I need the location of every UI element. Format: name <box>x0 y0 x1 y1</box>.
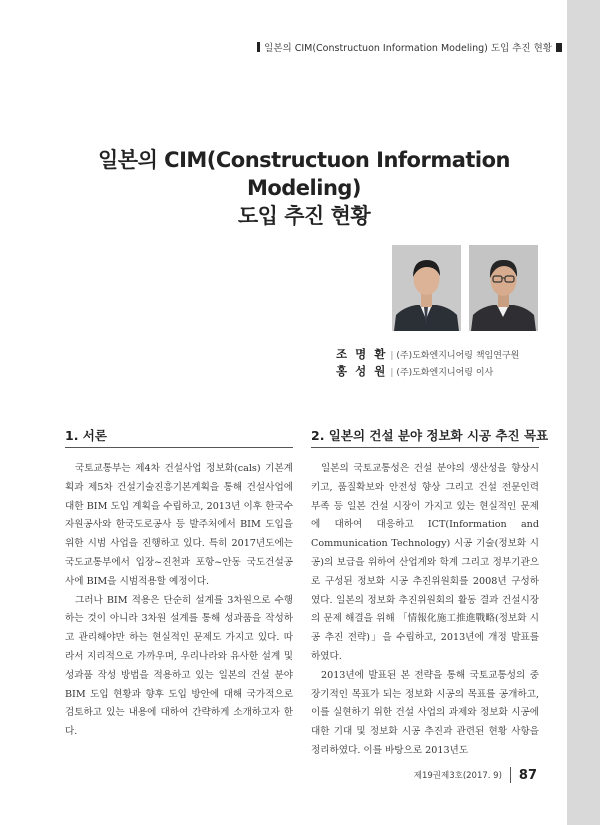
author-2-separator: | <box>390 368 394 378</box>
running-header-mark <box>257 42 260 52</box>
author-2-name: 홍 성 원 <box>336 364 388 378</box>
footer-issue: 제19권제3호(2017. 9) <box>413 771 502 781</box>
section-2-body <box>311 460 539 761</box>
page-number: 87 <box>518 767 537 783</box>
author-1-affiliation: (주)도화엔지니어링 책임연구원 <box>396 351 520 361</box>
section-1-paragraph-1: 국토교통부는 제4차 건설사업 정보화(cals) 기본계획과 제5차 건설기술진흥기본계획을 통해 건설사업에 대한 BIM 도입 계획을 수립하고, 2013년 이후 한국수자원공사와 한국도로공사 등 발주처에서 BIM 도입을 위한 시범 사업을 진행하고 있다. 특히 2017년도에는 국도교통부에서 입장~진천과 포항~안동 국도건설공사에 BIM을 시범적용할 예정이다. <box>65 463 293 587</box>
section-1-heading: 1. 서론 <box>65 428 107 443</box>
running-header-square <box>556 43 562 52</box>
section-1-rule <box>65 447 293 448</box>
running-header <box>257 40 562 54</box>
section-2-heading: 2. 일본의 건설 분야 정보화 시공 추진 목표 <box>311 428 549 443</box>
running-header-text: 일본의 CIM(Constructuon Information Modeling) 도입 추진 현황 <box>264 43 552 54</box>
footer-divider <box>510 767 511 783</box>
author-1-name: 조 명 환 <box>336 347 388 361</box>
author-1 <box>336 346 546 362</box>
author-2 <box>336 363 546 379</box>
author-2-affiliation: (주)도화엔지니어링 이사 <box>396 368 494 378</box>
section-1-body <box>65 460 293 742</box>
footer <box>414 767 537 783</box>
section-2-rule <box>311 447 539 448</box>
section-2-paragraph-1: 일본의 국토교통성은 건설 분야의 생산성을 향상시키고, 품질확보와 안전성 향상 그리고 건설 전문인력 부족 등 일본 건설 시장이 가지고 있는 현실적인 문제에 대하여 대응하고 ICT(Information and Communication Technology) 시공 기술(정보화 시공)의 보급을 위하여 산업계와 학계 그리고 정부기관으로 구성된 정보화 시공 추진위원회를 2008년 구성하였다. 일본의 정보화 추진위원회의 활동 결과 건설시장의 문제 해결을 위해 「情報化施工推進戰略(정보화 시공 추진 전략)」을 수립하고, 2013년에 개정 발표를 하였다. <box>311 463 539 662</box>
author-photo-1 <box>392 245 461 331</box>
section-2-paragraph-2: 2013년에 발표된 본 전략을 통해 국토교통성의 중장기적인 목표가 되는 정보화 시공의 목표를 공개하고, 이를 실현하기 위한 건설 사업의 과제와 정보화 시공에 대한 기대 및 정보화 시공 추진과 관련된 현황 사항을 정리하였다. 이를 바탕으로 2013년도 <box>311 669 539 756</box>
title-line-2: 도입 추진 현황 <box>237 204 371 228</box>
title-line-1: 일본의 CIM(Constructuon Information Modeling) <box>98 148 510 200</box>
author-photo-2 <box>469 245 538 331</box>
author-1-separator: | <box>390 351 394 361</box>
article-title <box>40 146 568 230</box>
side-tab <box>567 0 600 825</box>
section-1-paragraph-2: 그러나 BIM 적용은 단순히 설계를 3차원으로 수행하는 것이 아니라 3차원 설계를 통해 성과품을 작성하고 관리해야만 하는 현실적인 문제도 가지고 있다. 따라서 지리적으로 가까우며, 우리나라와 유사한 설계 및 성과품 작성 방법을 적용하고 있는 일본의 건설 분야 BIM 도입 현황과 향후 도입 방안에 대해 국가적으로 검토하고 있는 내용에 대하여 간략하게 소개하고자 한다. <box>65 594 293 738</box>
